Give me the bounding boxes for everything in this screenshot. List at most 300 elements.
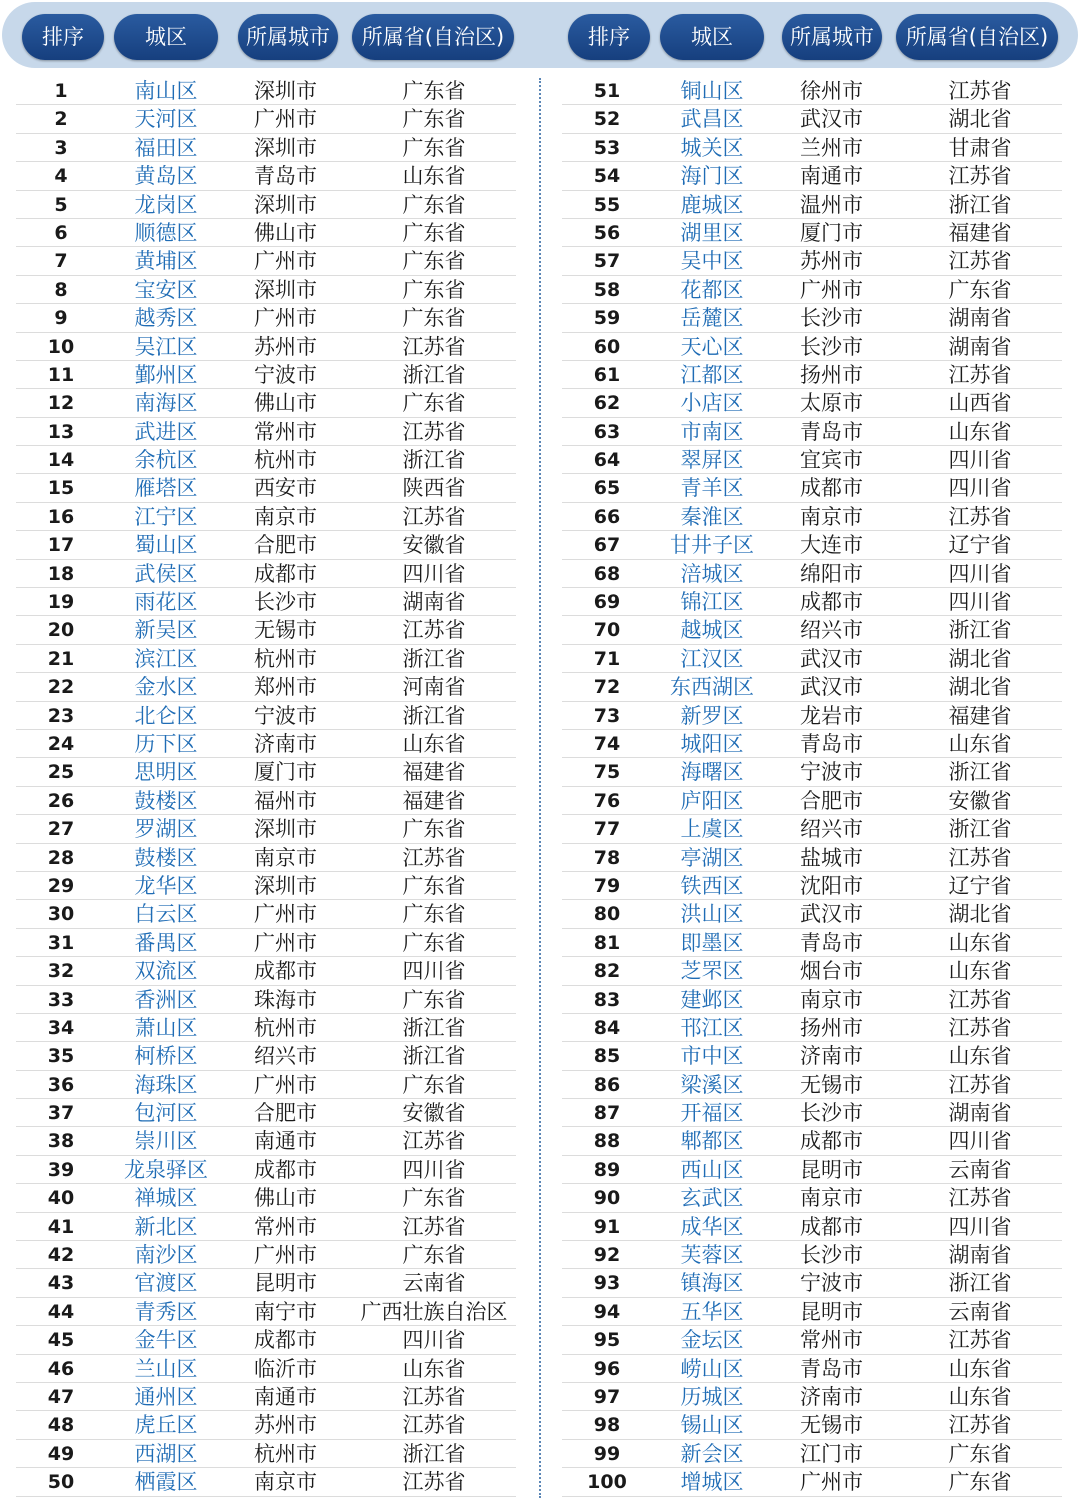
city-cell: 杭州市	[254, 448, 317, 473]
table-row	[16, 1071, 516, 1099]
table-row	[562, 1099, 1062, 1127]
province-cell: 云南省	[948, 1299, 1012, 1324]
province-cell: 江苏省	[948, 1072, 1012, 1097]
rank-cell: 28	[47, 846, 75, 869]
city-cell: 宜宾市	[800, 448, 863, 473]
table-row	[562, 389, 1062, 417]
rank-cell: 18	[47, 562, 75, 585]
province-cell: 江苏省	[402, 504, 466, 529]
rank-cell: 3	[54, 136, 68, 159]
rank-cell: 67	[593, 534, 621, 557]
province-cell: 广东省	[402, 107, 466, 132]
rank-cell: 11	[47, 363, 75, 386]
province-cell: 山东省	[948, 959, 1012, 984]
district-cell: 市南区	[680, 419, 744, 444]
table-row	[562, 1014, 1062, 1042]
table-row	[16, 986, 516, 1014]
rank-cell: 6	[54, 221, 68, 244]
rank-cell: 86	[593, 1073, 621, 1096]
province-cell: 山东省	[948, 1384, 1012, 1409]
table-row	[562, 1241, 1062, 1269]
table-row	[562, 1269, 1062, 1297]
city-cell: 大连市	[800, 533, 863, 558]
city-cell: 杭州市	[254, 646, 317, 671]
city-cell: 深圳市	[254, 135, 317, 160]
table-row	[16, 1468, 516, 1496]
table-row	[562, 872, 1062, 900]
rank-cell: 64	[593, 449, 621, 472]
table-row	[562, 247, 1062, 275]
district-cell: 开福区	[680, 1101, 744, 1126]
column-divider	[539, 78, 541, 1498]
province-cell: 江苏省	[402, 1413, 466, 1438]
rank-cell: 76	[593, 789, 621, 812]
province-cell: 四川省	[948, 1214, 1012, 1239]
district-cell: 镇海区	[680, 1271, 744, 1296]
table-row	[562, 77, 1062, 105]
table-row	[562, 333, 1062, 361]
province-cell: 湖北省	[948, 107, 1012, 132]
district-cell: 龙岗区	[134, 192, 198, 217]
province-cell: 江苏省	[948, 79, 1012, 103]
rank-cell: 20	[47, 619, 75, 642]
table-row	[562, 418, 1062, 446]
district-cell: 吴中区	[680, 249, 744, 274]
rank-cell: 29	[47, 874, 75, 897]
district-cell: 禅城区	[134, 1186, 198, 1211]
province-cell: 四川省	[948, 448, 1012, 473]
city-cell: 南京市	[800, 1186, 863, 1211]
province-cell: 广东省	[402, 249, 466, 274]
city-cell: 宁波市	[800, 760, 863, 785]
rank-cell: 51	[593, 80, 621, 102]
city-cell: 济南市	[800, 1384, 863, 1409]
city-cell: 常州市	[800, 1328, 863, 1353]
table-row	[562, 134, 1062, 162]
district-cell: 洪山区	[680, 902, 744, 927]
district-cell: 江宁区	[134, 504, 198, 529]
district-cell: 锡山区	[680, 1413, 744, 1438]
table-row	[562, 304, 1062, 332]
table-row	[16, 787, 516, 815]
province-cell: 河南省	[402, 675, 466, 700]
rank-cell: 25	[47, 761, 75, 784]
province-cell: 江苏省	[402, 845, 466, 870]
district-cell: 白云区	[134, 902, 198, 927]
province-cell: 浙江省	[402, 1044, 466, 1069]
rank-cell: 73	[593, 704, 621, 727]
district-cell: 芝罘区	[680, 959, 744, 984]
header-province-right: 所属省(自治区)	[896, 14, 1058, 60]
province-cell: 山东省	[948, 930, 1012, 955]
table-row	[16, 645, 516, 673]
district-cell: 新北区	[134, 1214, 198, 1239]
rank-cell: 88	[593, 1130, 621, 1153]
table-row	[562, 162, 1062, 190]
table-row	[562, 957, 1062, 985]
district-cell: 花都区	[680, 277, 744, 302]
district-cell: 通州区	[134, 1384, 198, 1409]
table-row	[562, 673, 1062, 701]
city-cell: 南宁市	[254, 1299, 317, 1324]
rank-cell: 59	[593, 307, 621, 330]
rank-cell: 5	[54, 193, 68, 216]
rank-cell: 69	[593, 591, 621, 614]
province-cell: 湖南省	[948, 1101, 1012, 1126]
district-cell: 芙蓉区	[680, 1243, 744, 1268]
table-row	[16, 1127, 516, 1155]
table-row	[16, 191, 516, 219]
table-row	[562, 787, 1062, 815]
province-cell: 浙江省	[402, 1015, 466, 1040]
city-cell: 成都市	[800, 1214, 863, 1239]
district-cell: 福田区	[134, 135, 198, 160]
rank-cell: 2	[54, 108, 68, 131]
table-row	[16, 446, 516, 474]
city-cell: 长沙市	[800, 334, 863, 359]
city-cell: 青岛市	[800, 930, 863, 955]
province-cell: 广东省	[402, 391, 466, 416]
table-row	[16, 872, 516, 900]
district-cell: 北仑区	[134, 703, 198, 728]
table-row	[562, 105, 1062, 133]
city-cell: 成都市	[254, 1328, 317, 1353]
table-row	[562, 588, 1062, 616]
rank-cell: 63	[593, 420, 621, 443]
city-cell: 佛山市	[254, 391, 317, 416]
rank-cell: 70	[593, 619, 621, 642]
city-cell: 宁波市	[254, 362, 317, 387]
header-district-right: 城区	[660, 14, 764, 60]
rank-cell: 81	[593, 931, 621, 954]
rank-cell: 15	[47, 477, 75, 500]
rank-cell: 53	[593, 136, 621, 159]
city-cell: 合肥市	[254, 1101, 317, 1126]
district-cell: 鹿城区	[680, 192, 744, 217]
district-cell: 南山区	[134, 79, 198, 103]
province-cell: 四川省	[948, 1129, 1012, 1154]
district-cell: 武侯区	[134, 561, 198, 586]
province-cell: 湖北省	[948, 646, 1012, 671]
rank-cell: 40	[47, 1187, 75, 1210]
district-cell: 西湖区	[134, 1441, 198, 1466]
table-row	[16, 219, 516, 247]
city-cell: 常州市	[254, 1214, 317, 1239]
province-cell: 四川省	[402, 561, 466, 586]
table-row	[562, 1042, 1062, 1070]
rank-cell: 61	[593, 363, 621, 386]
province-cell: 江苏省	[402, 1214, 466, 1239]
table-row	[562, 1213, 1062, 1241]
city-cell: 青岛市	[800, 1356, 863, 1381]
province-cell: 山东省	[948, 1356, 1012, 1381]
rank-cell: 36	[47, 1073, 75, 1096]
rank-cell: 100	[587, 1471, 627, 1494]
province-cell: 山东省	[402, 1356, 466, 1381]
city-cell: 绵阳市	[800, 561, 863, 586]
district-cell: 黄埔区	[134, 249, 198, 274]
table-row	[562, 1184, 1062, 1212]
rank-cell: 91	[593, 1215, 621, 1238]
province-cell: 江苏省	[402, 1384, 466, 1409]
district-cell: 成华区	[680, 1214, 744, 1239]
rank-cell: 89	[593, 1158, 621, 1181]
district-cell: 龙华区	[134, 873, 198, 898]
district-cell: 铜山区	[680, 79, 744, 103]
province-cell: 江苏省	[948, 249, 1012, 274]
district-cell: 番禺区	[134, 930, 198, 955]
table-row	[562, 730, 1062, 758]
rank-cell: 55	[593, 193, 621, 216]
table-row	[16, 1042, 516, 1070]
city-cell: 珠海市	[254, 987, 317, 1012]
province-cell: 湖南省	[402, 590, 466, 615]
city-cell: 深圳市	[254, 817, 317, 842]
table-row	[562, 560, 1062, 588]
table-row	[16, 77, 516, 105]
table-row	[562, 1411, 1062, 1439]
province-cell: 四川省	[948, 476, 1012, 501]
rank-cell: 78	[593, 846, 621, 869]
city-cell: 广州市	[254, 930, 317, 955]
city-cell: 宁波市	[800, 1271, 863, 1296]
district-cell: 香洲区	[134, 987, 198, 1012]
rank-cell: 9	[54, 307, 68, 330]
table-row	[16, 474, 516, 502]
city-cell: 烟台市	[800, 959, 863, 984]
table-row	[562, 1298, 1062, 1326]
city-cell: 昆明市	[254, 1271, 317, 1296]
district-cell: 越秀区	[134, 306, 198, 331]
rank-cell: 50	[47, 1471, 75, 1494]
table-row	[562, 815, 1062, 843]
rank-cell: 13	[47, 420, 75, 443]
table-row	[16, 702, 516, 730]
city-cell: 深圳市	[254, 873, 317, 898]
province-cell: 云南省	[402, 1271, 466, 1296]
district-cell: 亭湖区	[680, 845, 744, 870]
ranking-table-right	[562, 77, 1062, 1497]
district-cell: 铁西区	[680, 873, 744, 898]
city-cell: 广州市	[254, 902, 317, 927]
rank-cell: 42	[47, 1244, 75, 1267]
rank-cell: 46	[47, 1357, 75, 1380]
city-cell: 深圳市	[254, 277, 317, 302]
district-cell: 翠屏区	[680, 448, 744, 473]
district-cell: 顺德区	[134, 220, 198, 245]
header-district-left: 城区	[114, 14, 218, 60]
province-cell: 浙江省	[948, 760, 1012, 785]
province-cell: 江苏省	[948, 504, 1012, 529]
rank-cell: 32	[47, 960, 75, 983]
table-row	[16, 1014, 516, 1042]
province-cell: 辽宁省	[948, 873, 1012, 898]
province-cell: 陕西省	[402, 476, 466, 501]
province-cell: 江苏省	[402, 419, 466, 444]
header-bar	[2, 2, 1078, 68]
table-row	[562, 929, 1062, 957]
city-cell: 兰州市	[800, 135, 863, 160]
table-row	[16, 616, 516, 644]
city-cell: 常州市	[254, 419, 317, 444]
province-cell: 江苏省	[402, 334, 466, 359]
city-cell: 武汉市	[800, 902, 863, 927]
district-cell: 涪城区	[680, 561, 744, 586]
province-cell: 广西壮族自治区	[360, 1299, 508, 1324]
province-cell: 甘肃省	[948, 135, 1012, 160]
province-cell: 四川省	[948, 561, 1012, 586]
district-cell: 柯桥区	[134, 1044, 198, 1069]
table-row	[562, 1440, 1062, 1468]
rank-cell: 56	[593, 221, 621, 244]
table-row	[16, 758, 516, 786]
district-cell: 岳麓区	[680, 306, 744, 331]
district-cell: 城关区	[680, 135, 744, 160]
table-row	[16, 1269, 516, 1297]
table-row	[562, 844, 1062, 872]
district-cell: 青羊区	[680, 476, 744, 501]
district-cell: 蜀山区	[134, 533, 198, 558]
rank-cell: 54	[593, 165, 621, 188]
table-row	[562, 702, 1062, 730]
district-cell: 栖霞区	[134, 1470, 198, 1495]
city-cell: 青岛市	[254, 164, 317, 189]
rank-cell: 19	[47, 591, 75, 614]
city-cell: 杭州市	[254, 1015, 317, 1040]
rank-cell: 23	[47, 704, 75, 727]
city-cell: 西安市	[254, 476, 317, 501]
rank-cell: 26	[47, 789, 75, 812]
table-row	[562, 361, 1062, 389]
city-cell: 无锡市	[254, 618, 317, 643]
district-cell: 武进区	[134, 419, 198, 444]
district-cell: 新罗区	[680, 703, 744, 728]
province-cell: 江苏省	[948, 1186, 1012, 1211]
district-cell: 崂山区	[680, 1356, 744, 1381]
district-cell: 天心区	[680, 334, 744, 359]
district-cell: 江都区	[680, 362, 744, 387]
district-cell: 滨江区	[134, 646, 198, 671]
table-row	[562, 1071, 1062, 1099]
district-cell: 建邺区	[680, 987, 744, 1012]
header-city-left: 所属城市	[238, 14, 338, 60]
province-cell: 湖北省	[948, 675, 1012, 700]
district-cell: 南海区	[134, 391, 198, 416]
city-cell: 沈阳市	[800, 873, 863, 898]
city-cell: 济南市	[800, 1044, 863, 1069]
province-cell: 湖南省	[948, 1243, 1012, 1268]
rank-cell: 27	[47, 818, 75, 841]
header-city-right: 所属城市	[782, 14, 882, 60]
city-cell: 长沙市	[800, 1243, 863, 1268]
rank-cell: 95	[593, 1329, 621, 1352]
province-cell: 安徽省	[402, 533, 466, 558]
city-cell: 深圳市	[254, 192, 317, 217]
district-cell: 海门区	[680, 164, 744, 189]
city-cell: 长沙市	[800, 306, 863, 331]
city-cell: 济南市	[254, 731, 317, 756]
city-cell: 成都市	[800, 1129, 863, 1154]
table-row	[562, 1127, 1062, 1155]
table-row	[16, 957, 516, 985]
district-cell: 虎丘区	[134, 1413, 198, 1438]
district-cell: 锦江区	[680, 590, 744, 615]
rank-cell: 21	[47, 647, 75, 670]
city-cell: 宁波市	[254, 703, 317, 728]
province-cell: 山东省	[402, 731, 466, 756]
city-cell: 成都市	[254, 959, 317, 984]
city-cell: 南通市	[254, 1384, 317, 1409]
province-cell: 广东省	[402, 987, 466, 1012]
province-cell: 江苏省	[948, 1413, 1012, 1438]
rank-cell: 93	[593, 1272, 621, 1295]
province-cell: 广东省	[402, 79, 466, 103]
table-row	[16, 730, 516, 758]
city-cell: 广州市	[800, 277, 863, 302]
city-cell: 昆明市	[800, 1299, 863, 1324]
city-cell: 郑州市	[254, 675, 317, 700]
province-cell: 四川省	[402, 959, 466, 984]
rank-cell: 47	[47, 1385, 75, 1408]
province-cell: 山西省	[948, 391, 1012, 416]
district-cell: 武昌区	[680, 107, 744, 132]
province-cell: 山东省	[402, 164, 466, 189]
rank-cell: 68	[593, 562, 621, 585]
city-cell: 广州市	[254, 1072, 317, 1097]
table-row	[562, 900, 1062, 928]
city-cell: 无锡市	[800, 1413, 863, 1438]
province-cell: 江苏省	[948, 1328, 1012, 1353]
province-cell: 江苏省	[948, 164, 1012, 189]
table-row	[16, 134, 516, 162]
province-cell: 浙江省	[948, 817, 1012, 842]
province-cell: 四川省	[402, 1328, 466, 1353]
city-cell: 佛山市	[254, 220, 317, 245]
city-cell: 武汉市	[800, 646, 863, 671]
rank-cell: 87	[593, 1102, 621, 1125]
district-cell: 西山区	[680, 1157, 744, 1182]
province-cell: 云南省	[948, 1157, 1012, 1182]
city-cell: 绍兴市	[254, 1044, 317, 1069]
table-row	[562, 446, 1062, 474]
city-cell: 南京市	[254, 504, 317, 529]
province-cell: 四川省	[402, 1157, 466, 1182]
rank-cell: 98	[593, 1414, 621, 1437]
table-row	[16, 1411, 516, 1439]
table-row	[16, 1298, 516, 1326]
table-row	[16, 333, 516, 361]
city-cell: 合肥市	[800, 788, 863, 813]
rank-cell: 37	[47, 1102, 75, 1125]
province-cell: 浙江省	[948, 192, 1012, 217]
table-row	[16, 1184, 516, 1212]
district-cell: 新会区	[680, 1441, 744, 1466]
table-row	[16, 361, 516, 389]
rank-cell: 74	[593, 732, 621, 755]
city-cell: 广州市	[254, 107, 317, 132]
city-cell: 合肥市	[254, 533, 317, 558]
table-row	[16, 1383, 516, 1411]
table-row	[562, 191, 1062, 219]
city-cell: 苏州市	[254, 334, 317, 359]
rank-cell: 7	[54, 250, 68, 273]
table-row	[562, 474, 1062, 502]
city-cell: 南京市	[800, 987, 863, 1012]
table-row	[16, 560, 516, 588]
province-cell: 江苏省	[402, 1470, 466, 1495]
city-cell: 福州市	[254, 788, 317, 813]
rank-cell: 57	[593, 250, 621, 273]
